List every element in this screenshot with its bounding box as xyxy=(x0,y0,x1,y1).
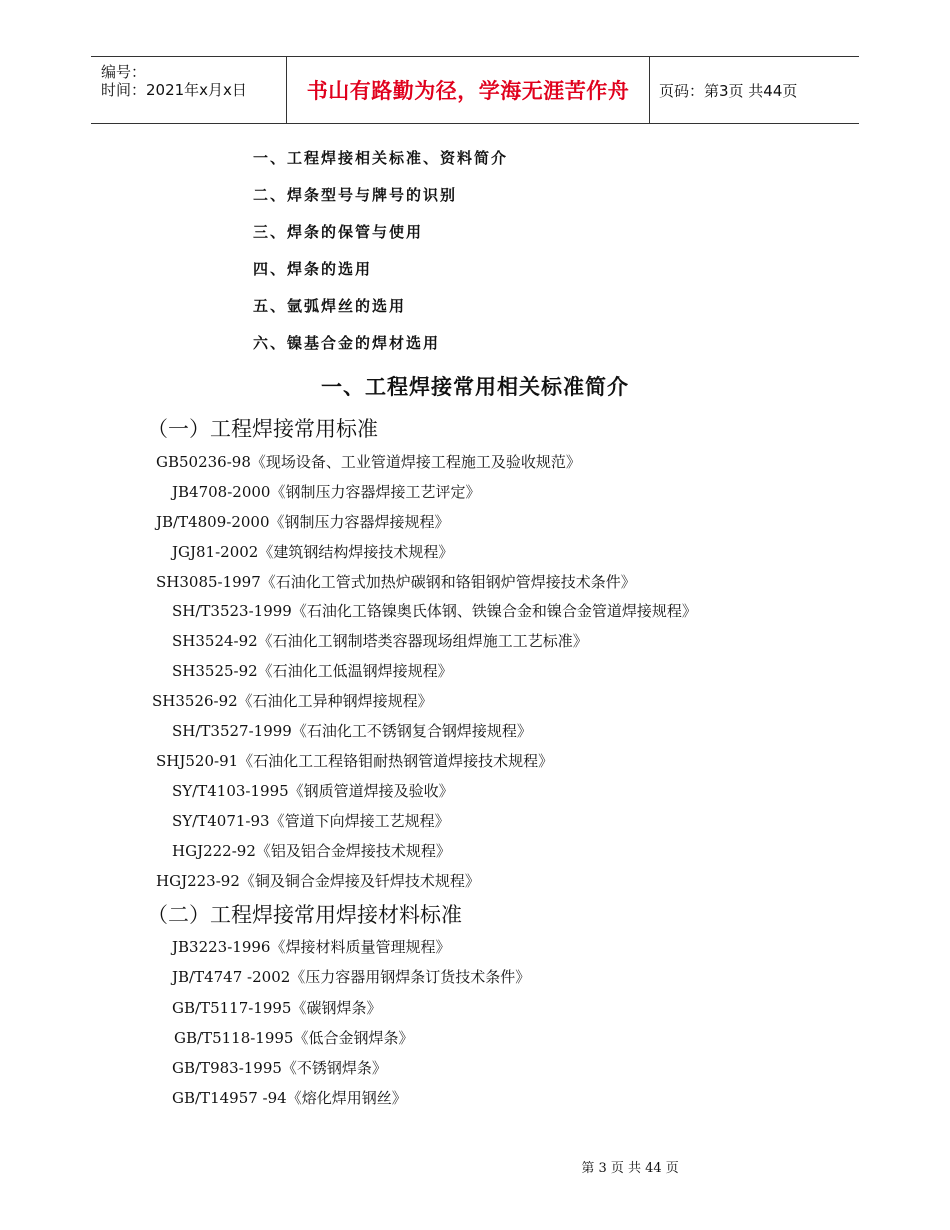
toc-item: 五、氩弧焊丝的选用 xyxy=(253,297,407,315)
toc-item: 六、镍基合金的焊材选用 xyxy=(253,334,441,352)
standard-item: HGJ223-92《铜及铜合金焊接及钎焊技术规程》 xyxy=(156,872,480,890)
standard-item: HGJ222-92《铝及铝合金焊接技术规程》 xyxy=(172,842,451,860)
material-standard-item: GB/T14957 -94《熔化焊用钢丝》 xyxy=(172,1089,407,1107)
subsection-title: （二）工程焊接常用焊接材料标准 xyxy=(147,903,462,927)
toc-item: 四、焊条的选用 xyxy=(253,260,373,278)
header-table xyxy=(91,56,859,124)
standard-item: SH/T3527-1999《石油化工不锈钢复合钢焊接规程》 xyxy=(172,722,532,740)
footer-page-number: 第 3 页 共 44 页 xyxy=(581,1161,679,1176)
header-meta xyxy=(91,57,286,123)
material-standard-item: GB/T983-1995《不锈钢焊条》 xyxy=(172,1059,387,1077)
section-title: 一、工程焊接常用相关标准简介 xyxy=(321,375,629,399)
table-of-contents xyxy=(253,146,508,368)
standard-item: SY/T4071-93《管道下向焊接工艺规程》 xyxy=(172,812,450,830)
standard-item: SH3525-92《石油化工低温钢焊接规程》 xyxy=(172,662,453,680)
number-label: 编号： xyxy=(101,63,147,81)
header-motto: 书山有路勤为径，学海无涯苦作舟 xyxy=(306,79,630,103)
standard-item: SH/T3523-1999《石油化工铬镍奥氏体钢、铁镍合金和镍合金管道焊接规程》 xyxy=(172,602,697,620)
header-page-info: 页码：第3页 共44页 xyxy=(659,81,798,100)
toc-item: 一、工程焊接相关标准、资料简介 xyxy=(253,149,509,167)
standard-item: SHJ520-91《石油化工工程铬钼耐热钢管道焊接技术规程》 xyxy=(156,752,554,770)
time-label: 时间：2021年x月x日 xyxy=(101,81,247,99)
standard-item: SY/T4103-1995《钢质管道焊接及验收》 xyxy=(172,782,454,800)
standard-item: SH3085-1997《石油化工管式加热炉碳钢和铬钼钢炉管焊接技术条件》 xyxy=(156,573,636,591)
material-standard-item: JB3223-1996《焊接材料质量管理规程》 xyxy=(172,938,451,956)
standard-item: SH3524-92《石油化工钢制塔类容器现场组焊施工工艺标准》 xyxy=(172,632,588,650)
standard-item: JB/T4809-2000《钢制压力容器焊接规程》 xyxy=(156,513,450,531)
material-standard-item: GB/T5118-1995《低合金钢焊条》 xyxy=(174,1029,414,1047)
subsection-title: （一）工程焊接常用标准 xyxy=(147,417,378,441)
standard-item: JB4708-2000《钢制压力容器焊接工艺评定》 xyxy=(172,483,481,501)
toc-item: 二、焊条型号与牌号的识别 xyxy=(253,186,458,204)
standard-item: GB50236-98《现场设备、工业管道焊接工程施工及验收规范》 xyxy=(156,453,581,471)
standard-item: JGJ81-2002《建筑钢结构焊接技术规程》 xyxy=(172,543,454,561)
standard-item: SH3526-92《石油化工异种钢焊接规程》 xyxy=(152,692,433,710)
page-footer xyxy=(0,1157,950,1176)
divider xyxy=(649,57,650,123)
material-standard-item: JB/T4747 -2002《压力容器用钢焊条订货技术条件》 xyxy=(172,968,531,986)
toc-item: 三、焊条的保管与使用 xyxy=(253,223,424,241)
material-standard-item: GB/T5117-1995《碳钢焊条》 xyxy=(172,999,382,1017)
